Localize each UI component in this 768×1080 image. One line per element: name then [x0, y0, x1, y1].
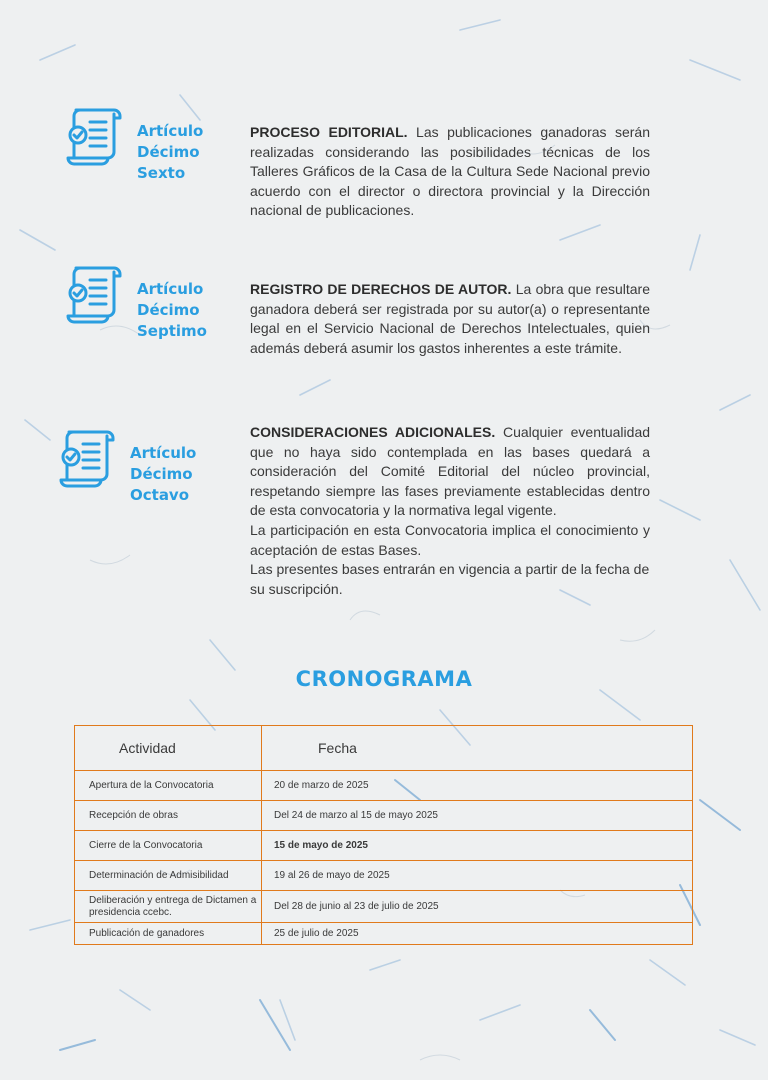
- header-fecha: Fecha: [262, 726, 693, 771]
- document-check-icon: [59, 426, 119, 492]
- article-paragraph: La obra que resultare ganadora deberá ser registrada por su autor(a) o representante legal en el Servicio Nacional de Derechos Intelectuales, quien además deberá asumir los gastos inherentes a este trámite.: [250, 281, 651, 356]
- article-paragraph: Cualquier eventualidad que no haya sido contemplada en las bases quedará a consideración del Comité Editorial del núcleo provincial, respetando siempre las fases previamente establecidas dentro de esta convocatoria y la normativa legal vigente.: [250, 424, 651, 519]
- table-header-row: [75, 726, 693, 771]
- article-label: Artículo Décimo Sexto: [137, 122, 204, 182]
- cell-actividad: Cierre de la Convocatoria: [75, 831, 262, 861]
- document-check-icon: [66, 262, 126, 328]
- cell-fecha: Del 28 de junio al 23 de julio de 2025: [262, 891, 693, 923]
- article-paragraph: La participación en esta Convocatoria implica el conocimiento y aceptación de estas Bases.: [250, 521, 650, 558]
- header-actividad: Actividad: [75, 726, 262, 771]
- cell-actividad: Publicación de ganadores: [75, 923, 262, 945]
- article-heading: PROCESO EDITORIAL.: [250, 124, 408, 140]
- table-row: [75, 923, 693, 945]
- cell-actividad: Determinación de Admisibilidad: [75, 861, 262, 891]
- article-label: Artículo Décimo Septimo: [137, 280, 207, 340]
- article-heading: REGISTRO DE DERECHOS DE AUTOR.: [250, 281, 512, 297]
- article-body: [250, 123, 650, 221]
- article-body: [250, 280, 650, 358]
- cell-fecha: 20 de marzo de 2025: [262, 771, 693, 801]
- cronograma-table: [74, 725, 693, 945]
- article-paragraph: Las publicaciones ganadoras serán realizadas considerando las posibilidades técnicas de los Talleres Gráficos de la Casa de la Cultura Sede Nacional previo acuerdo con el director o directora provincial y la Dirección nacional de publicaciones.: [250, 124, 651, 219]
- table-row: [75, 861, 693, 891]
- document-check-icon: [66, 104, 126, 170]
- table-row: [75, 891, 693, 923]
- table-row: [75, 771, 693, 801]
- article-body: [250, 423, 650, 599]
- cell-actividad: Deliberación y entrega de Dictamen a presidencia ccebc.: [75, 891, 262, 923]
- cell-fecha: 25 de julio de 2025: [262, 923, 693, 945]
- cronograma-title: CRONOGRAMA: [295, 667, 473, 691]
- cell-fecha: 15 de mayo de 2025: [262, 831, 693, 861]
- cell-actividad: Recepción de obras: [75, 801, 262, 831]
- cell-actividad: Apertura de la Convocatoria: [75, 771, 262, 801]
- article-label: Artículo Décimo Octavo: [130, 444, 197, 504]
- table-row: [75, 801, 693, 831]
- table-row: [75, 831, 693, 861]
- article-heading: CONSIDERACIONES ADICIONALES.: [250, 424, 496, 440]
- article-paragraph: Las presentes bases entrarán en vigencia a partir de la fecha de su suscripción.: [250, 561, 650, 597]
- cell-fecha: Del 24 de marzo al 15 de mayo 2025: [262, 801, 693, 831]
- cell-fecha: 19 al 26 de mayo de 2025: [262, 861, 693, 891]
